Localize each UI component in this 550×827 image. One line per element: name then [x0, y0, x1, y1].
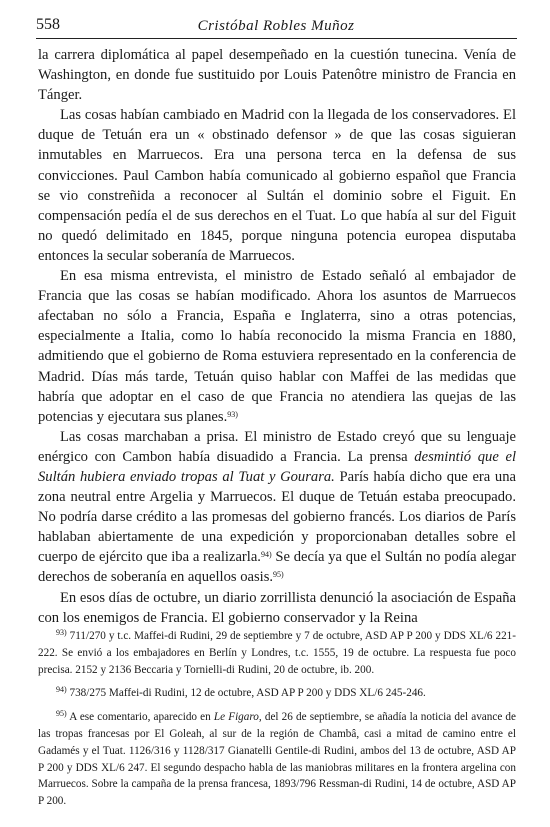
footnote-ref-95: 95): [273, 570, 284, 580]
footnote-95-text-b: del 26 de septiembre, se añadía la noticia del avance de las tropas francesas por El Goleah, al sur de la región de Chambâ, casi a mitad de camino entre el Gadamés y el Tuat. 1126/316 y 1128/317 Gianatelli Gentile-di Rudini, ambos del 13 de octubre, ASD AP P 200 y DDS XL/6 247. El segundo despacho habla de las maniobras militares en la frontera argelina con Marruecos. Sobre la campaña de la prensa francesa, 1893/796 Ressman-di Rudini, 14 de octubre, ASD AP P 200.: [38, 711, 516, 808]
page-number: 558: [36, 16, 60, 33]
footnote-95-italic: Le Figaro,: [213, 711, 262, 724]
footnote-94: [38, 685, 516, 702]
footnote-ref-93: 93): [227, 409, 238, 419]
footnote-95-text-a: A ese comentario, aparecido en: [66, 711, 214, 724]
footnote-94-text: 738/275 Maffei-di Rudini, 12 de octubre, ASD AP P 200 y DDS XL/6 245-246.: [66, 687, 426, 700]
footnote-95-mark: 95): [56, 709, 67, 719]
page-header: [36, 14, 516, 38]
footnote-93-mark: 93): [56, 628, 67, 637]
paragraph-4-italic: desmintió que el Sultán hubiera enviado tropas al Tuat y Gourara.: [38, 448, 516, 485]
footnote-93-text: 711/270 y t.c. Maffei-di Rudini, 29 de septiembre y 7 de octubre, ASD AP P 200 y DDS XL/6 221-222. Se envió a los embajadores en Berlín y Londres, t.c. 1555, 19 de octubre. La respuesta fue poco precisa. 2152 y 2136 Beccaria y Tornielli-di Rudini, 20 de octubre, ib. 200.: [38, 630, 516, 676]
paragraph-4: [38, 427, 516, 588]
footnote-93: [38, 628, 516, 678]
paragraph-3-text: En esa misma entrevista, el ministro de Estado señaló al embajador de Francia que las cosas se habían modificado. Ahora los asuntos de Marruecos afectaban no sólo a Francia, España e Inglaterra, sino a otras potencias, especialmente a Italia, como lo había reconocido la misma Francia en 1880, admitiendo que el gobierno de Roma estuviera representado en la conferencia de Madrid. Días más tarde, Tetuán quiso hablar con Maffei de las medidas que habría que adoptar en el caso de que Francia no atendiera las quejas de las potencias y ejecutara sus planes.: [38, 268, 516, 425]
running-head-author: Cristóbal Robles Muñoz: [197, 18, 355, 34]
main-text: [38, 45, 516, 628]
paragraph-5: En esos días de octubre, un diario zorrillista denunció la asociación de España con los enemigos de Francia. El gobierno conservador y la Reina: [38, 589, 516, 626]
paragraph-2: Las cosas habían cambiado en Madrid con la llegada de los conservadores. El duque de Tetuán era un « obstinado defensor » de que las cosas siguieran inmutables en Marruecos. Era una persona terca en la defensa de sus convicciones. Paul Cambon había comunicado al gobierno español que Francia se vio constreñida a reconocer al Sultán el dominio sobre el Figuit. En compensación pedía el de sus derechos en el Tuat. Lo que había al sur del Figuit no quedó delimitado en 1845, porque ninguna potencia europea disputaba entonces la secular soberanía de Marruecos.: [38, 107, 516, 264]
paragraph-4-text-c: Se decía ya que el Sultán no podía alegar derechos de soberanía en aquellos oasis.: [38, 549, 516, 586]
footnote-ref-94: 94): [260, 550, 272, 560]
paragraph-3: [38, 266, 516, 427]
footnote-95: [38, 709, 516, 810]
header-rule: [36, 38, 517, 39]
paragraph-4-text-a: Las cosas marchaban a prisa. El ministro de Estado creyó que su lenguaje enérgico con Cambon había disuadido a Francia. La prensa: [38, 428, 516, 465]
paragraph-4-text-b: París había dicho que era una zona neutral entre Argelia y Marruecos. El duque de Tetuán estaba preocupado. No podría darse crédito a las promesas del gobierno francés. Los diarios de París hablaban abiertamente de una expedición y proporcionaban detalles sobre el cuerpo de ejército que iba a realizarla.: [38, 468, 517, 566]
paragraph-1: la carrera diplomática al papel desempeñado en la cuestión tunecina. Venía de Washington, en donde fue sustituido por Louis Patenôtre ministro de Francia en Tánger.: [38, 47, 516, 104]
footnote-94-mark: 94): [56, 685, 67, 695]
footnotes: [38, 628, 516, 817]
